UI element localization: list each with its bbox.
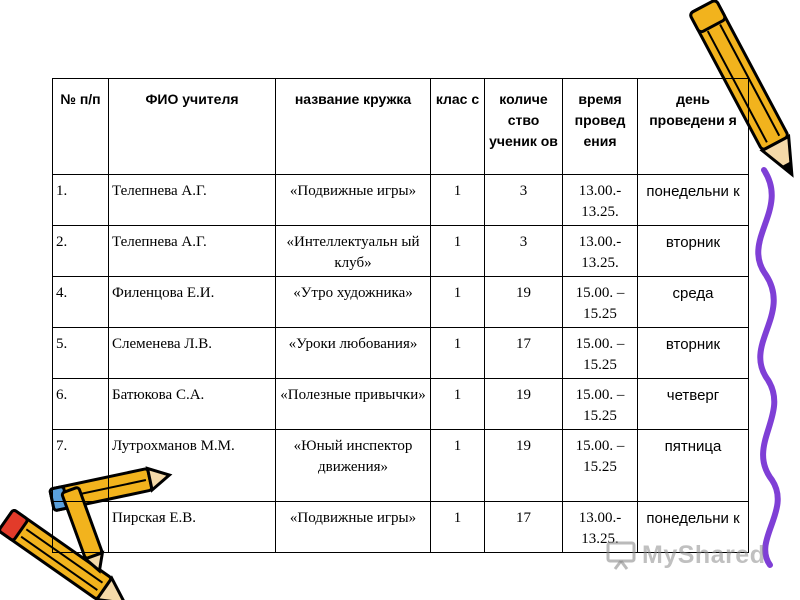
club-name: «Уроки любования» (276, 328, 431, 379)
table-row (53, 430, 749, 502)
class-value: 1 (431, 502, 485, 553)
student-count: 19 (485, 430, 563, 502)
header-time: время провед ения (563, 79, 638, 175)
row-number: 5. (53, 328, 109, 379)
time-value: 15.00. – 15.25 (563, 430, 638, 502)
club-name: «Полезные привычки» (276, 379, 431, 430)
table-row (53, 379, 749, 430)
row-number: 4. (53, 277, 109, 328)
day-value: среда (638, 277, 749, 328)
time-value: 13.00.- 13.25. (563, 175, 638, 226)
class-value: 1 (431, 226, 485, 277)
watermark (606, 538, 765, 572)
club-name: «Юный инспектор движения» (276, 430, 431, 502)
day-value: пятница (638, 430, 749, 502)
row-number: 1. (53, 175, 109, 226)
header-row (53, 79, 749, 175)
time-value: 15.00. – 15.25 (563, 328, 638, 379)
schedule-table (52, 78, 749, 553)
student-count: 3 (485, 226, 563, 277)
teacher-name: Телепнева А.Г. (109, 226, 276, 277)
presentation-board-icon (606, 540, 636, 570)
table-row (53, 328, 749, 379)
table-row (53, 175, 749, 226)
teacher-name: Лутрохманов М.М. (109, 430, 276, 502)
teacher-name: Телепнева А.Г. (109, 175, 276, 226)
purple-ribbon (758, 170, 777, 565)
student-count: 17 (485, 328, 563, 379)
day-value: четверг (638, 379, 749, 430)
header-teacher: ФИО учителя (109, 79, 276, 175)
club-name: «Утро художника» (276, 277, 431, 328)
class-value: 1 (431, 430, 485, 502)
row-number: 2. (53, 226, 109, 277)
time-value: 15.00. – 15.25 (563, 277, 638, 328)
time-value: 15.00. – 15.25 (563, 379, 638, 430)
watermark-text: MyShared (642, 540, 766, 569)
table-row (53, 277, 749, 328)
student-count: 3 (485, 175, 563, 226)
header-student-count: количе ство ученик ов (485, 79, 563, 175)
class-value: 1 (431, 328, 485, 379)
header-day: день проведени я (638, 79, 749, 175)
teacher-name: Филенцова Е.И. (109, 277, 276, 328)
student-count: 19 (485, 277, 563, 328)
teacher-name: Слеменева Л.В. (109, 328, 276, 379)
teacher-name: Батюкова С.А. (109, 379, 276, 430)
row-number: 6. (53, 379, 109, 430)
class-value: 1 (431, 277, 485, 328)
class-value: 1 (431, 379, 485, 430)
teacher-name: Пирская Е.В. (109, 502, 276, 553)
day-value: вторник (638, 328, 749, 379)
day-value: понедельни к (638, 502, 749, 553)
club-name: «Подвижные игры» (276, 502, 431, 553)
time-value: 13.00.- 13.25. (563, 502, 638, 553)
table-row (53, 226, 749, 277)
day-value: вторник (638, 226, 749, 277)
header-class: клас с (431, 79, 485, 175)
row-number (53, 502, 109, 553)
club-name: «Подвижные игры» (276, 175, 431, 226)
day-value: понедельни к (638, 175, 749, 226)
header-number: № п/п (53, 79, 109, 175)
class-value: 1 (431, 175, 485, 226)
student-count: 17 (485, 502, 563, 553)
club-name: «Интеллектуальн ый клуб» (276, 226, 431, 277)
time-value: 13.00.- 13.25. (563, 226, 638, 277)
header-club: название кружка (276, 79, 431, 175)
student-count: 19 (485, 379, 563, 430)
row-number: 7. (53, 430, 109, 502)
